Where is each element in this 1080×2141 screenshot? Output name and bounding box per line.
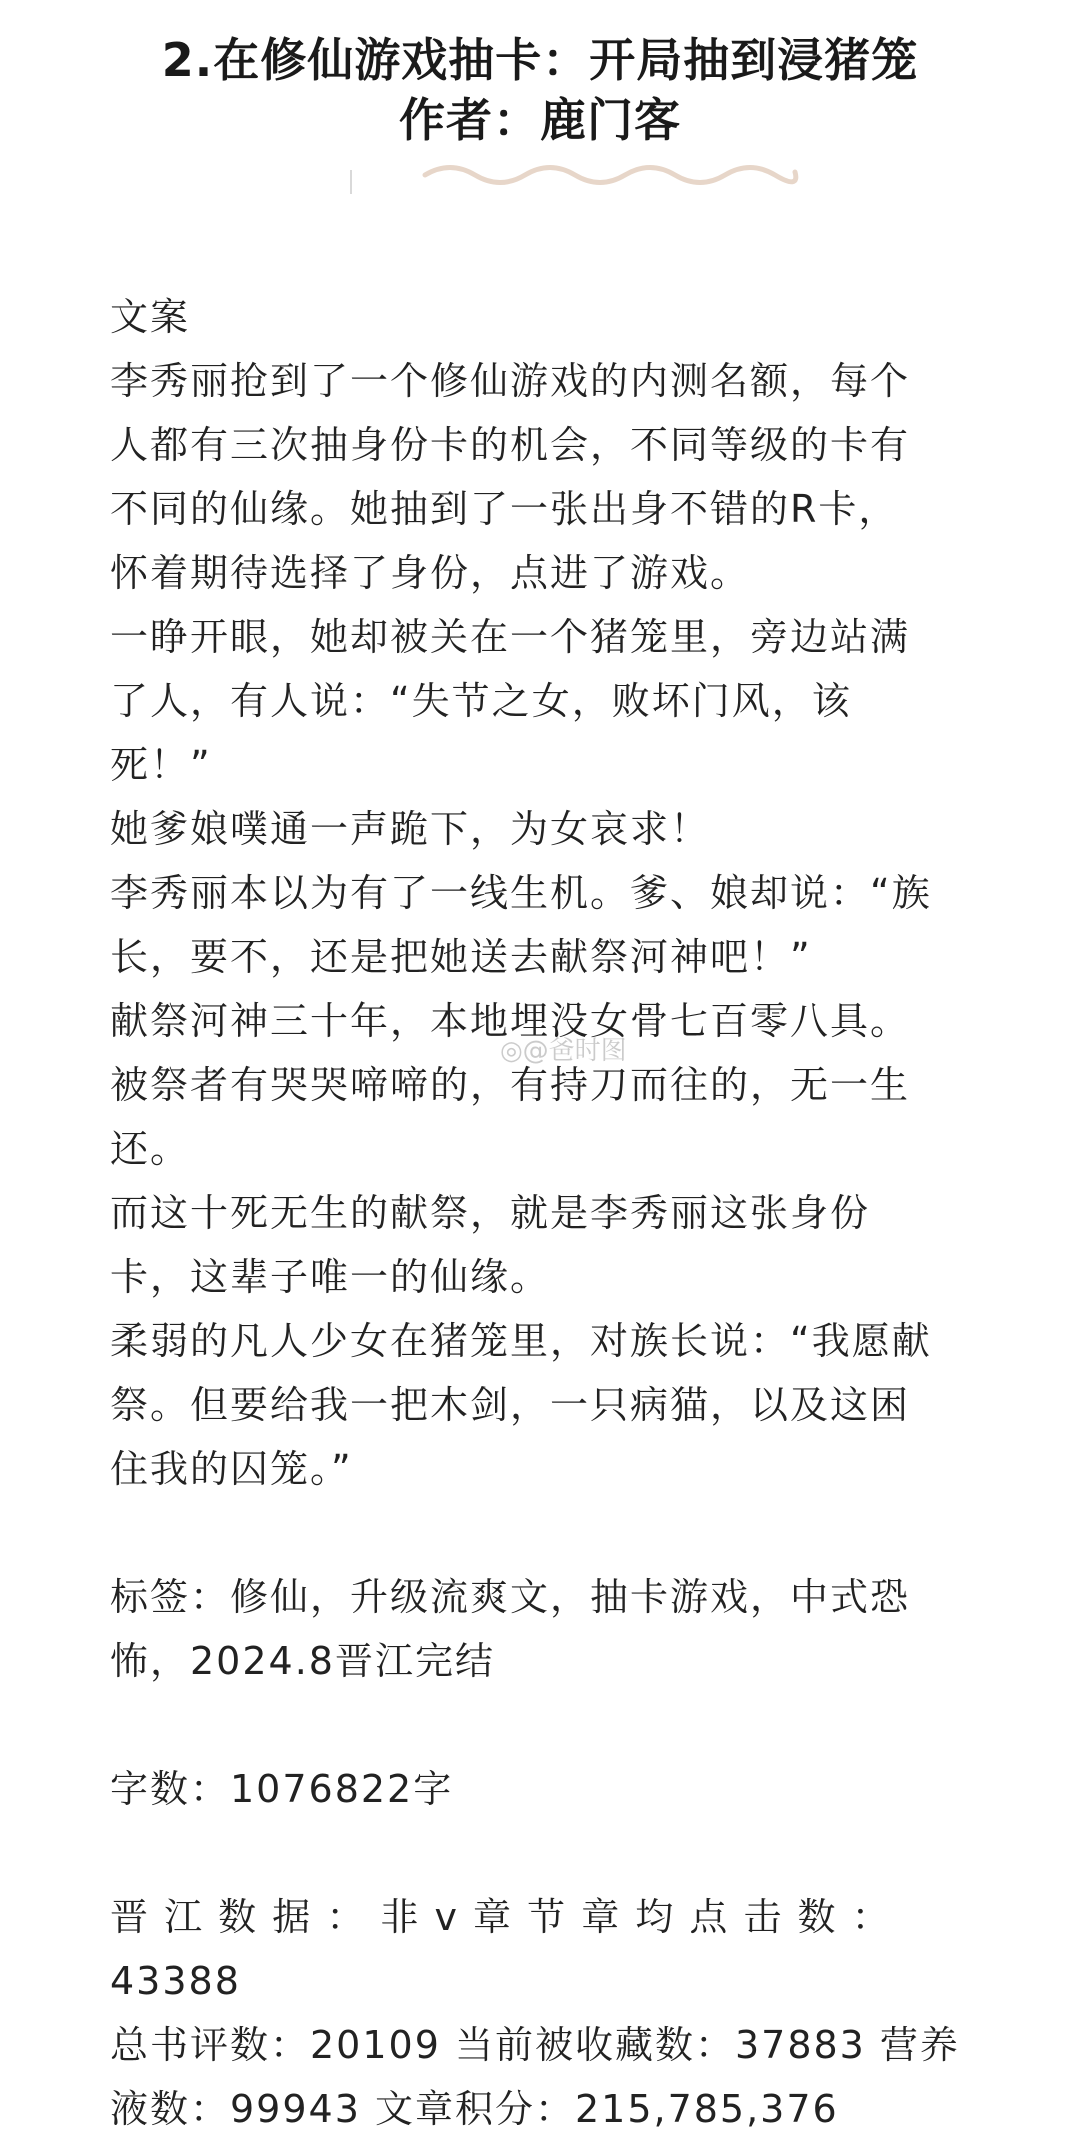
synopsis-line: 献祭河神三十年，本地埋没女骨七百零八具。: [110, 999, 911, 1043]
synopsis-line: 不同的仙缘。她抽到了一张出身不错的R卡，: [110, 487, 899, 531]
tags-line: 怖，2024.8晋江完结: [110, 1639, 495, 1683]
spacer: [110, 1501, 980, 1565]
synopsis-line: 长，要不，还是把她送去献祭河神吧！”: [110, 935, 812, 979]
spacer: [110, 1821, 980, 1885]
synopsis-line: 柔弱的凡人少女在猪笼里，对族长说：“我愿献: [110, 1319, 932, 1363]
synopsis-line: 人都有三次抽身份卡的机会，不同等级的卡有: [110, 423, 911, 467]
synopsis-line: 一睁开眼，她却被关在一个猪笼里，旁边站满: [110, 615, 911, 659]
title-block: [0, 30, 1080, 150]
synopsis-line: 了人，有人说：“失节之女，败坏门风，该: [110, 679, 852, 723]
synopsis-content: [110, 285, 980, 2141]
synopsis-heading: 文案: [110, 295, 191, 339]
stats-line: 晋 江 数 据 ： 非 v 章 节 章 均 点 击 数 ： 43388: [110, 1895, 892, 2003]
book-title: 2.在修仙游戏抽卡：开局抽到浸猪笼: [161, 33, 919, 87]
stats-line: 液数：99943 文章积分：215,785,376: [110, 2087, 839, 2131]
watermark: ◎@爸时图: [500, 1036, 627, 1066]
spacer: [110, 1693, 980, 1757]
synopsis-line: 死！”: [110, 743, 212, 787]
synopsis-line: 祭。但要给我一把木剑，一只病猫，以及这困: [110, 1383, 911, 1427]
synopsis-line: 卡，这辈子唯一的仙缘。: [110, 1255, 551, 1299]
tags-line: 标签：修仙，升级流爽文，抽卡游戏，中式恐: [110, 1575, 911, 1619]
stats-line: 总书评数：20109 当前被收藏数：37883 营养: [110, 2023, 960, 2067]
synopsis-line: 被祭者有哭哭啼啼的，有持刀而往的，无一生: [110, 1063, 911, 1107]
book-author: 作者：鹿门客: [399, 93, 681, 147]
synopsis-line: 怀着期待选择了身份，点进了游戏。: [110, 551, 751, 595]
synopsis-line: 李秀丽抢到了一个修仙游戏的内测名额，每个: [110, 359, 911, 403]
synopsis-line: 住我的囚笼。”: [110, 1447, 353, 1491]
synopsis-line: 李秀丽本以为有了一线生机。爹、娘却说：“族: [110, 871, 932, 915]
divider-tick: [350, 170, 352, 194]
synopsis-line: 她爹娘噗通一声跪下，为女哀求！: [110, 807, 711, 851]
synopsis-line: 还。: [110, 1127, 191, 1171]
word-count: 字数：1076822字: [110, 1767, 454, 1811]
wave-divider-icon: [420, 160, 800, 190]
synopsis-line: 而这十死无生的献祭，就是李秀丽这张身份: [110, 1191, 871, 1235]
